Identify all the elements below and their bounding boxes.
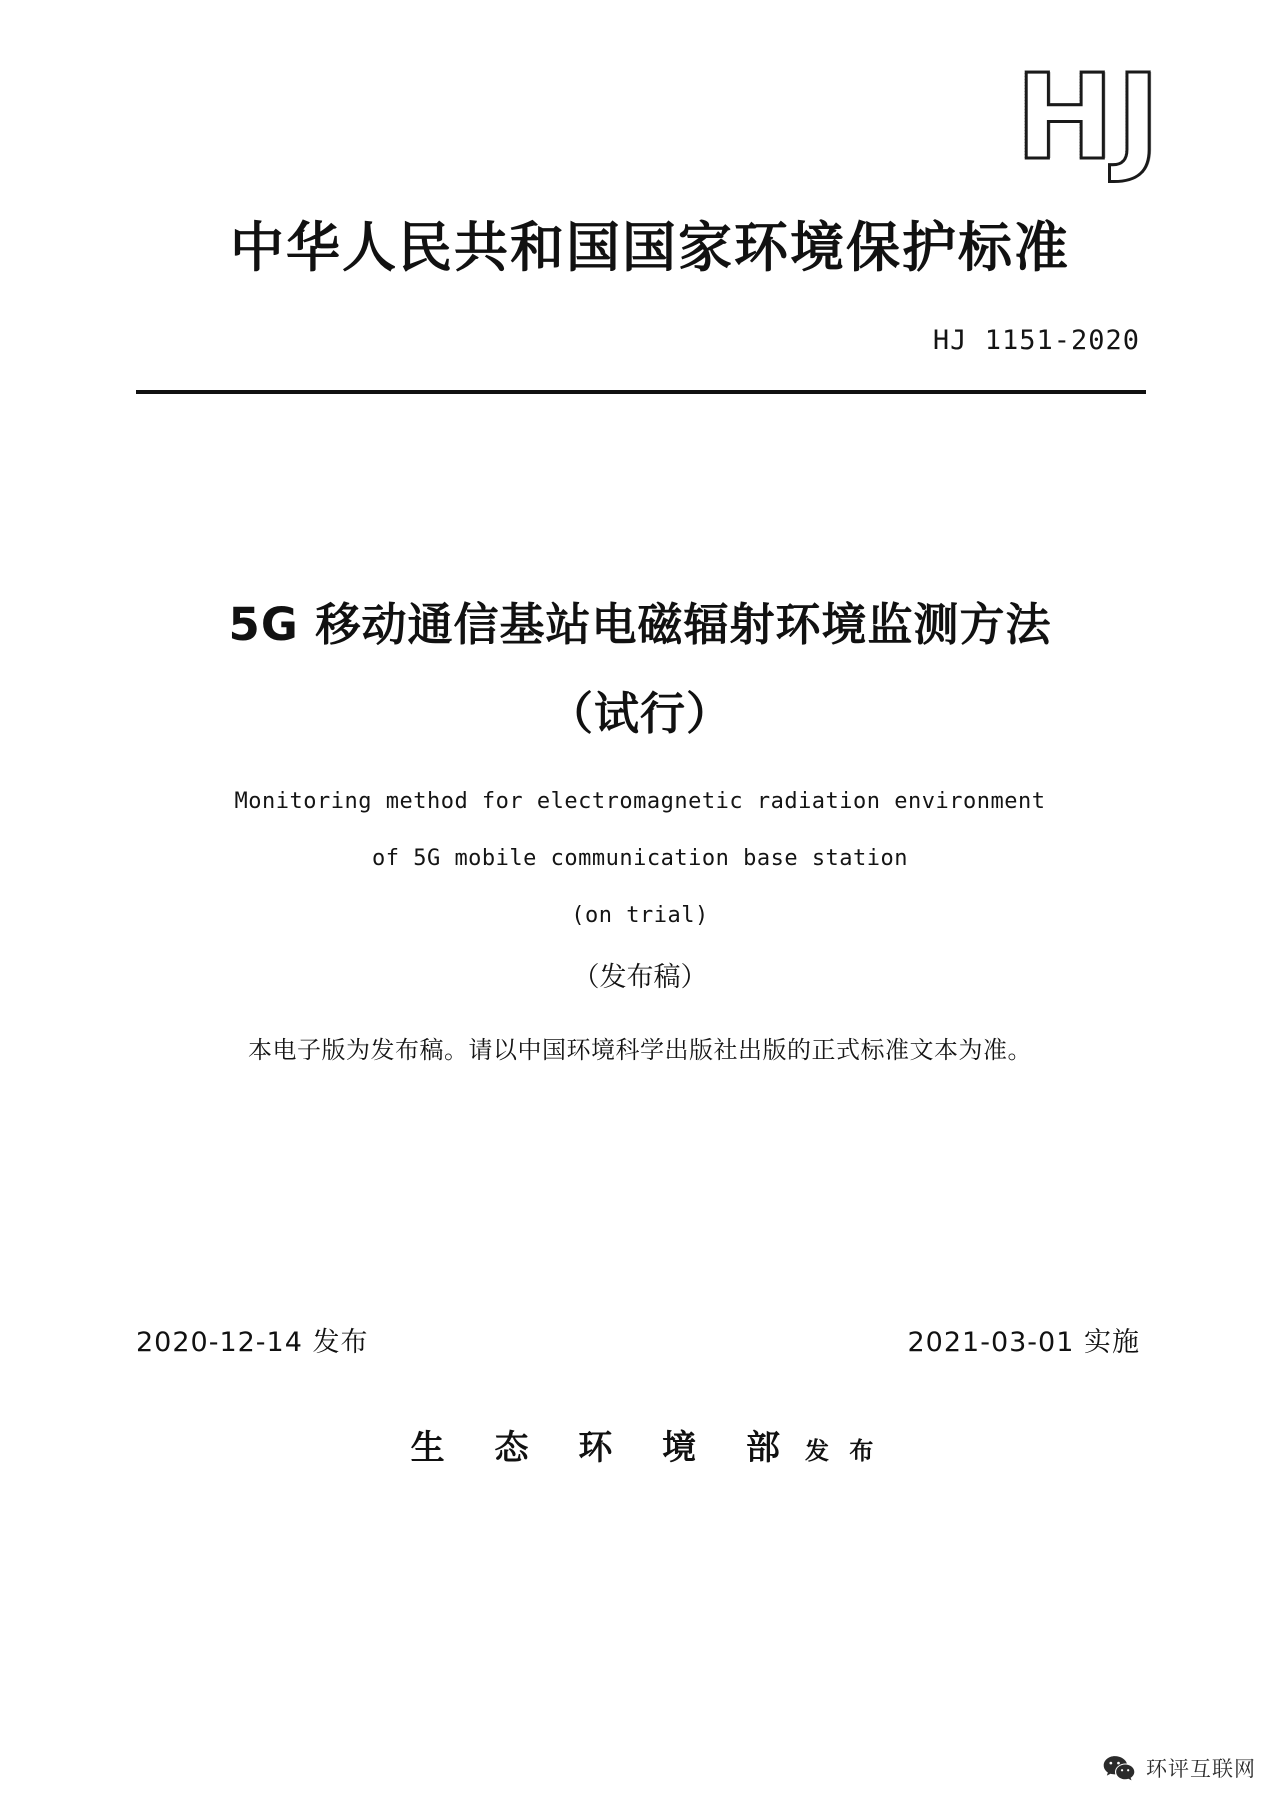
electronic-version-notice: 本电子版为发布稿。请以中国环境科学出版社出版的正式标准文本为准。 (248, 1038, 1032, 1064)
standard-number: HJ 1151-2020 (932, 325, 1140, 356)
english-title-line-1: Monitoring method for electromagnetic radiation environment (234, 789, 1046, 814)
document-title-sub: （试行） (547, 687, 732, 740)
effective-date: 2021-03-01 实施 (907, 1327, 1140, 1358)
watermark-badge (1102, 1753, 1256, 1783)
publisher-verb: 发 布 (805, 1437, 880, 1465)
publisher (0, 1420, 1280, 1469)
national-standard-title: 中华人民共和国国家环境保护标准 (230, 216, 1070, 279)
issue-date: 2020-12-14 发布 (136, 1327, 369, 1358)
hj-logo: HJ (1015, 48, 1162, 186)
publisher-organization: 生 态 环 境 部 (410, 1428, 799, 1468)
wechat-icon (1102, 1754, 1136, 1782)
watermark-label: 环评互联网 (1146, 1757, 1256, 1781)
document-title: 5G 移动通信基站电磁辐射环境监测方法 (228, 598, 1052, 651)
release-mark: （发布稿） (572, 962, 708, 993)
english-title-line-2: of 5G mobile communication base station (371, 846, 909, 871)
header-divider (136, 390, 1146, 394)
english-title-line-3: (on trial) (571, 903, 709, 928)
